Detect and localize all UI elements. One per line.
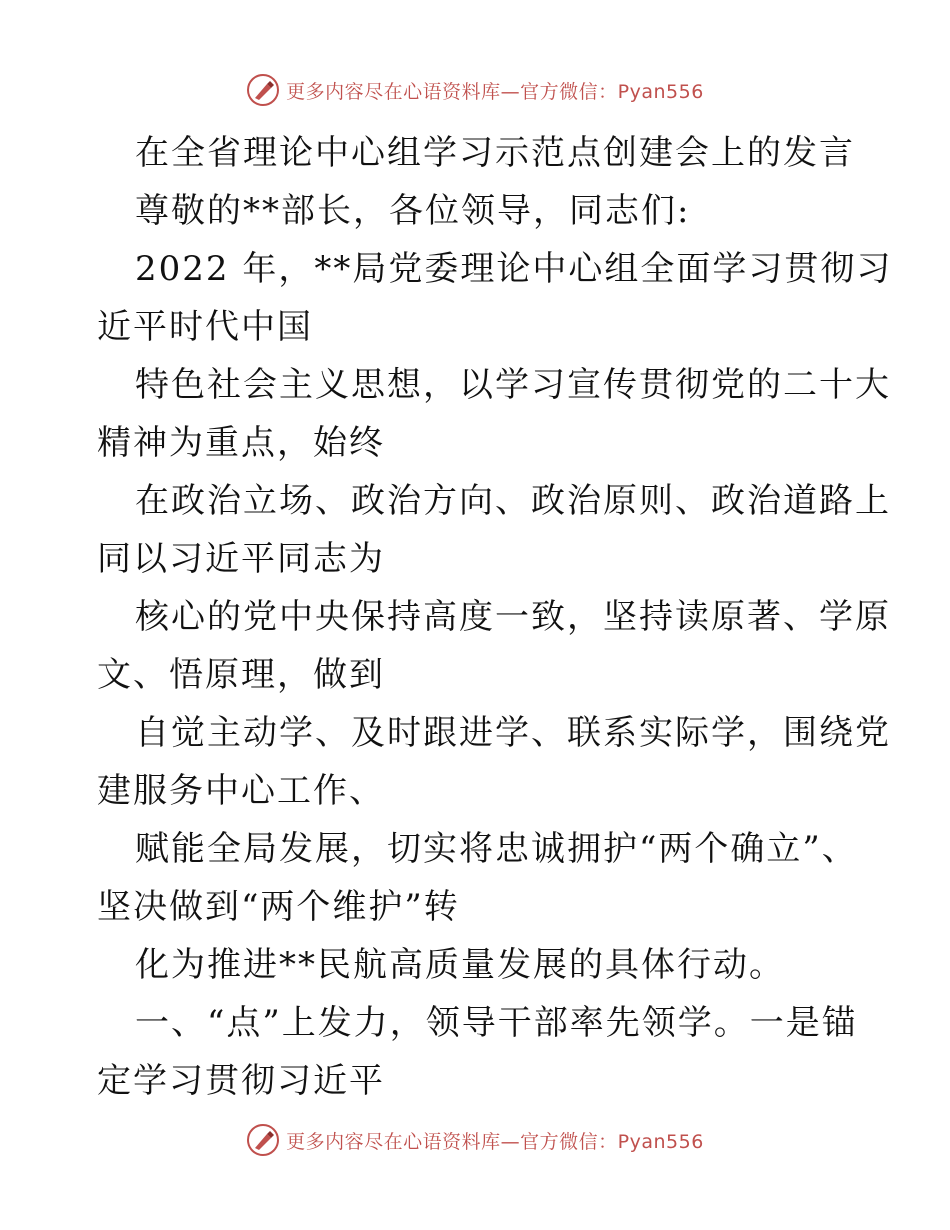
- paragraph: 赋能全局发展，切实将忠诚拥护“两个确立”、 坚决做到“两个维护”转: [97, 829, 858, 927]
- footer-watermark-text: 更多内容尽在心语资料库—官方微信：Pyan556: [286, 1130, 704, 1153]
- header-watermark-text: 更多内容尽在心语资料库—官方微信：Pyan556: [286, 80, 704, 103]
- paragraph: 自觉主动学、及时跟进学、联系实际学，围绕党 建服务中心工作、: [97, 713, 891, 811]
- pen-logo-icon: [246, 1123, 280, 1157]
- document-title: 在全省理论中心组学习示范点创建会上的发言: [135, 133, 855, 173]
- section-heading-paragraph: 一、“点”上发力，领导干部率先领学。一是锚 定学习贯彻习近平: [97, 1003, 858, 1101]
- paragraph: 特色社会主义思想，以学习宣传贯彻党的二十大 精神为重点，始终: [97, 365, 891, 463]
- pen-logo-icon: [246, 73, 280, 107]
- salutation: 尊敬的**部长，各位领导，同志们:: [135, 191, 691, 231]
- document-body: [97, 124, 893, 1110]
- paragraph: 核心的党中央保持高度一致，坚持读原著、学原 文、悟原理，做到: [97, 597, 891, 695]
- paragraph: 2022 年，**局党委理论中心组全面学习贯彻习 近平时代中国: [97, 249, 893, 347]
- header-watermark: [0, 70, 950, 110]
- paragraph: 在政治立场、政治方向、政治原则、政治道路上 同以习近平同志为: [97, 481, 891, 579]
- paragraph: 化为推进**民航高质量发展的具体行动。: [135, 945, 785, 985]
- footer-watermark: [0, 1120, 950, 1160]
